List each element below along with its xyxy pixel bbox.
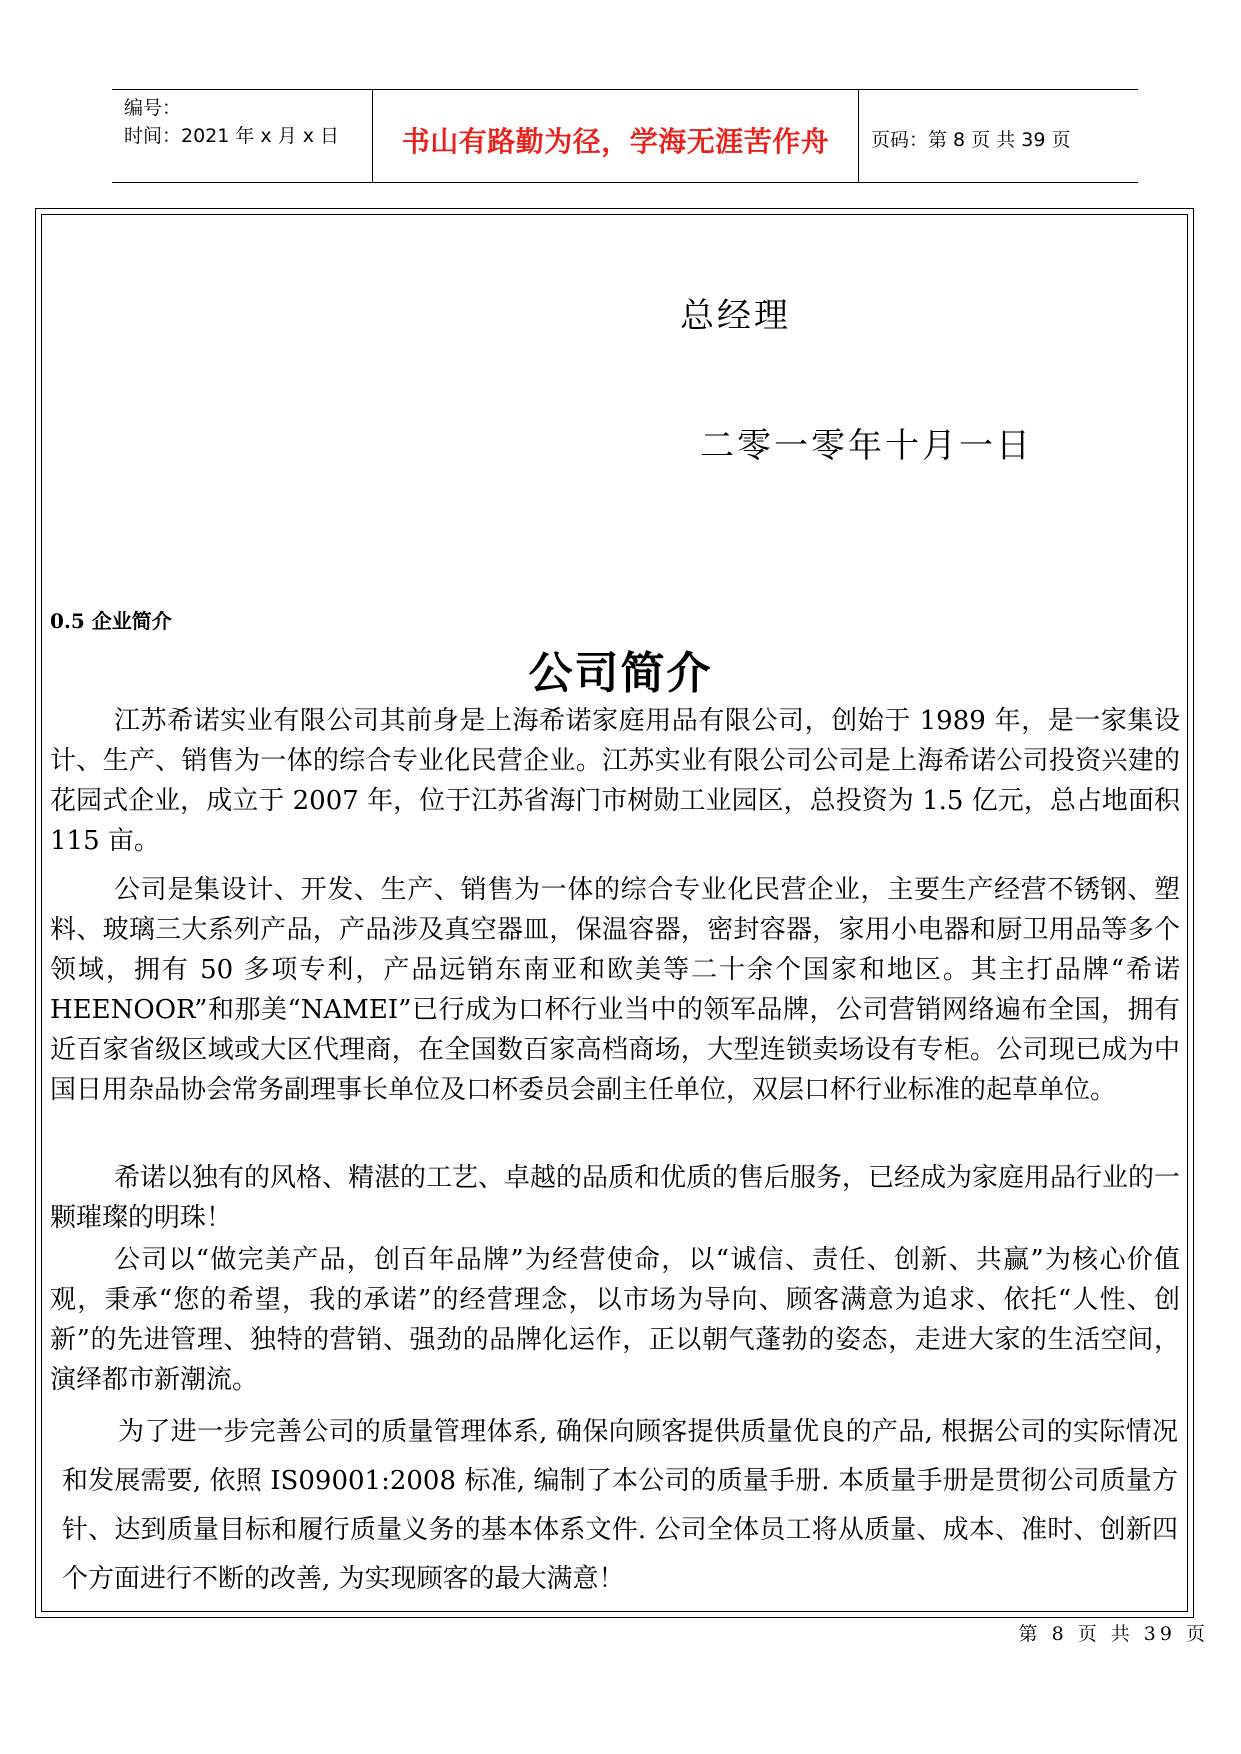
header-motto: 书山有路勤为径，学海无涯苦作舟 (401, 125, 830, 158)
header-motto-cell (372, 90, 859, 182)
document-number-label: 编号： (124, 97, 182, 119)
document-header (112, 89, 1138, 183)
header-page-number: 页码：第 8 页 共 39 页 (871, 129, 1071, 151)
paragraph-company-history: 江苏希诺实业有限公司其前身是上海希诺家庭用品有限公司，创始于 1989 年，是一家集设计、生产、销售为一体的综合专业化民营企业。江苏实业有限公司公司是上海希诺公司投资兴建的花园式企业，成立于 2007 年，位于江苏省海门市树勋工业园区，总投资为 1.5 亿元，总占地面积 115 亩。 (50, 706, 1180, 856)
header-meta-cell (112, 90, 372, 182)
paragraph-company-values: 公司以“做完美产品，创百年品牌”为经营使命，以“诚信、责任、创新、共赢”为核心价值观，秉承“您的希望，我的承诺”的经营理念，以市场为导向、顾客满意为追求、依托“人性、创新”的先进管理、独特的营销、强劲的品牌化运作，正以朝气蓬勃的姿态，走进大家的生活空间，演绎都市新潮流。 (50, 1245, 1180, 1395)
footer-page-number: 第 8 页 共 39 页 (1018, 1623, 1209, 1645)
section-heading: 0.5 企业简介 (50, 609, 172, 633)
signature-date: 二零一零年十月一日 (700, 426, 1033, 466)
page-title: 公司简介 (528, 648, 713, 699)
document-time-label: 时间：2021 年 x 月 x 日 (124, 125, 340, 147)
header-page-cell (859, 90, 1138, 182)
signature-title: 总经理 (680, 296, 791, 336)
paragraph-company-products: 公司是集设计、开发、生产、销售为一体的综合专业化民营企业，主要生产经营不锈钢、塑料、玻璃三大系列产品，产品涉及真空器皿，保温容器，密封容器，家用小电器和厨卫用品等多个领域，拥有 50 多项专利，产品远销东南亚和欧美等二十余个国家和地区。其主打品牌“希诺 HEENOOR”和那美“NAMEI”已行成为口杯行业当中的领军品牌，公司营销网络遍布全国，拥有近百家省级区域或大区代理商，在全国数百家高档商场，大型连锁卖场设有专柜。公司现已成为中国日用杂品协会常务副理事长单位及口杯委员会副主任单位，双层口杯行业标准的起草单位。 (50, 875, 1180, 1105)
paragraph-company-reputation: 希诺以独有的风格、精湛的工艺、卓越的品质和优质的售后服务，已经成为家庭用品行业的一颗璀璨的明珠！ (50, 1163, 1181, 1233)
paragraph-quality-manual: 为了进一步完善公司的质量管理体系, 确保向顾客提供质量优良的产品, 根据公司的实际情况和发展需要, 依照 IS09001:2008 标准, 编制了本公司的质量手册. 本质量手册是贯彻公司质量方针、达到质量目标和履行质量义务的基本体系文件. 公司全体员工将从质量、成本、准时、创新四个方面进行不断的改善, 为实现顾客的最大满意！ (62, 1417, 1178, 1594)
